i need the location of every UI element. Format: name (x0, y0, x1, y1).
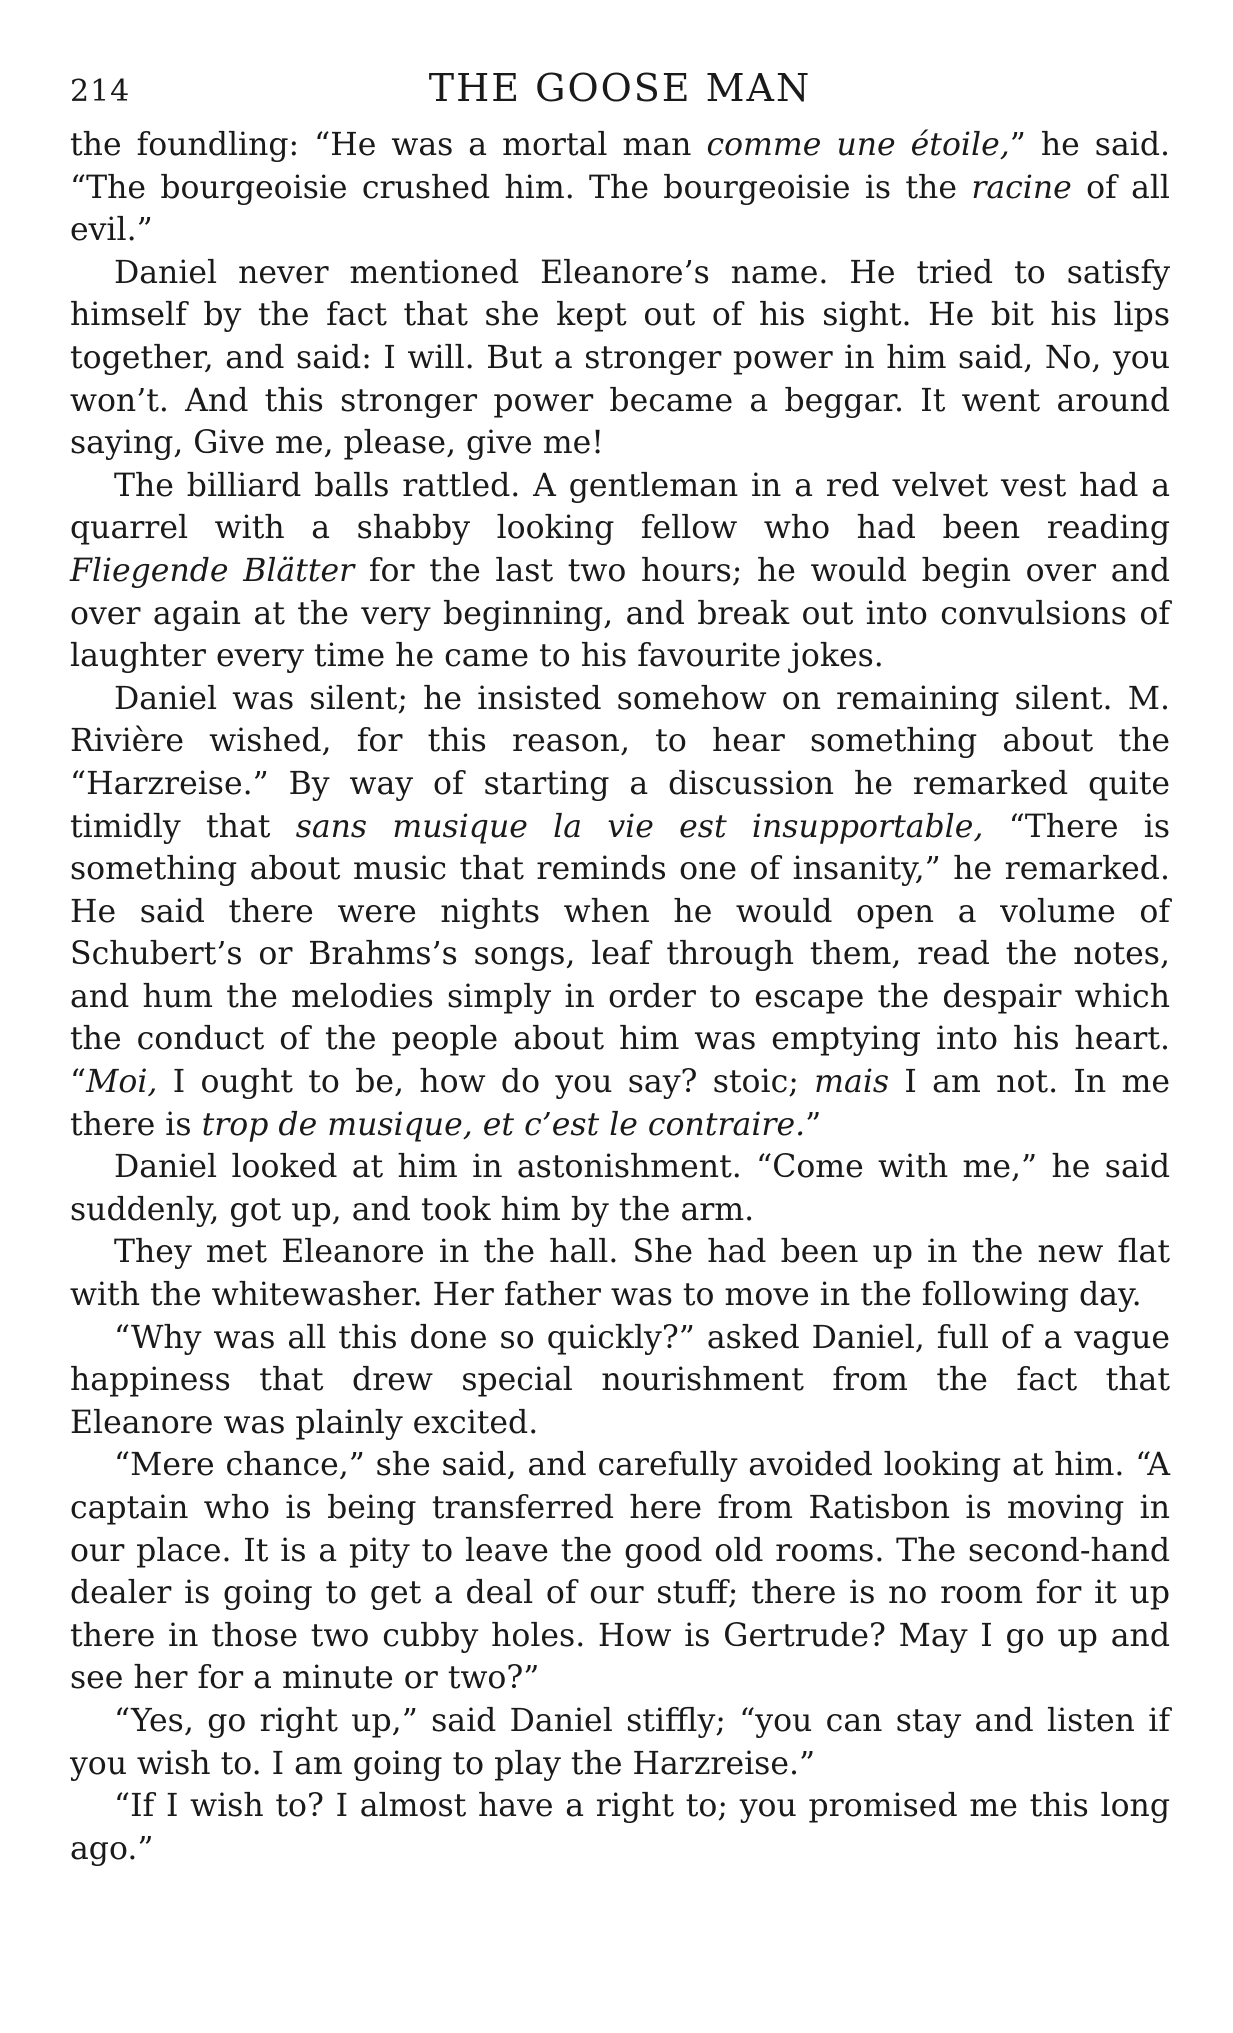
paragraph (70, 124, 1170, 252)
text-run: ” (805, 1106, 822, 1143)
text-run: I am not. In me there is (70, 1064, 1170, 1143)
paragraph (70, 1444, 1170, 1700)
text-run: Daniel never mentioned Eleanore’s name. He tried to satisfy himself by the fact that she kept out of his sight. He bit his lips together, and said: I will. But a stronger power in him said, No, you won’t. And this stronger power became a beggar. It went around saying, Give me, please, give me! (70, 254, 1170, 462)
text-run: They met Eleanore in the hall. She had been up in the new flat with the whitewasher. Her father was to move in the following day. (70, 1234, 1170, 1314)
text-run: Daniel was silent; he insisted somehow on remaining silent. M. Rivière wished, for this reason, to hear something about the “Harzreise.” By way of starting a discussion he remarked quite timidly that (70, 680, 1170, 845)
text-run: The billiard balls rattled. A gentleman in a red velvet vest had a quarrel with a shabby looking fellow who had been reading (70, 467, 1170, 547)
paragraph (70, 465, 1170, 678)
text-run: “If I wish to? I almost have a right to; you promised me this long ago.” (70, 1788, 1170, 1867)
paragraph (70, 1317, 1170, 1445)
page-number: 214 (70, 74, 131, 109)
paragraph (70, 678, 1170, 1147)
text-run: the foundling: “He was a mortal man (70, 127, 707, 163)
paragraph (70, 1700, 1170, 1785)
text-run: “There is something about music that reminds one of insanity,” he remarked. He said there were nights when he would open a volume of Schubert’s or Brahms’s songs, leaf through them, read the notes, and hum the melodies simply in order to escape the despair which the conduct of the people about him was emptying into his heart. “ (70, 808, 1170, 1101)
italic-phrase: sans musique la vie est insupportable, (295, 808, 984, 845)
paragraph (70, 1785, 1170, 1870)
running-head (70, 62, 1170, 122)
text-run: I ought to be, how do you say? stoic; (157, 1064, 815, 1101)
text-run: for the last two hours; he would begin over and over again at the very beginning, and break out into convulsions of laughter every time he came to his favourite jokes. (70, 552, 1170, 675)
paragraph (70, 1146, 1170, 1231)
text-run: of all evil.” (70, 169, 1170, 249)
italic-phrase: trop de musique, et c’est le contraire. (201, 1106, 806, 1143)
book-page (70, 62, 1170, 1870)
text-run: Daniel looked at him in astonishment. “Come with me,” he said suddenly, got up, and took him by the arm. (70, 1149, 1170, 1228)
paragraph (70, 1231, 1170, 1316)
italic-phrase: mais (814, 1064, 890, 1101)
text-run: “Mere chance,” she said, and carefully avoided looking at him. “A captain who is being transferred here from Ratisbon is moving in our place. It is a pity to leave the good old rooms. The second-hand dealer is going to get a deal of our stuff; there is no room for it up there in those two cubby holes. How is Gertrude? May I go up and see her for a minute or two?” (70, 1447, 1170, 1697)
text-run: “Why was all this done so quickly?” asked Daniel, full of a vague happiness that drew special nourishment from the fact that Eleanore was plainly excited. (70, 1319, 1170, 1441)
running-title: THE GOOSE MAN (428, 66, 812, 110)
italic-phrase: Moi, (86, 1064, 158, 1101)
italic-phrase: comme une étoile, (706, 127, 1010, 163)
body-text (70, 124, 1170, 1870)
text-run: “Yes, go right up,” said Daniel stiffly; “you can stay and listen if you wish to. I am going to play the Harzreise.” (70, 1702, 1170, 1782)
italic-phrase: Fliegende Blätter (70, 552, 355, 589)
italic-phrase: racine (971, 169, 1072, 206)
paragraph (70, 252, 1170, 465)
text-run: ” he said. “The bourgeoisie crushed him. The bourgeoisie is the (70, 127, 1170, 206)
